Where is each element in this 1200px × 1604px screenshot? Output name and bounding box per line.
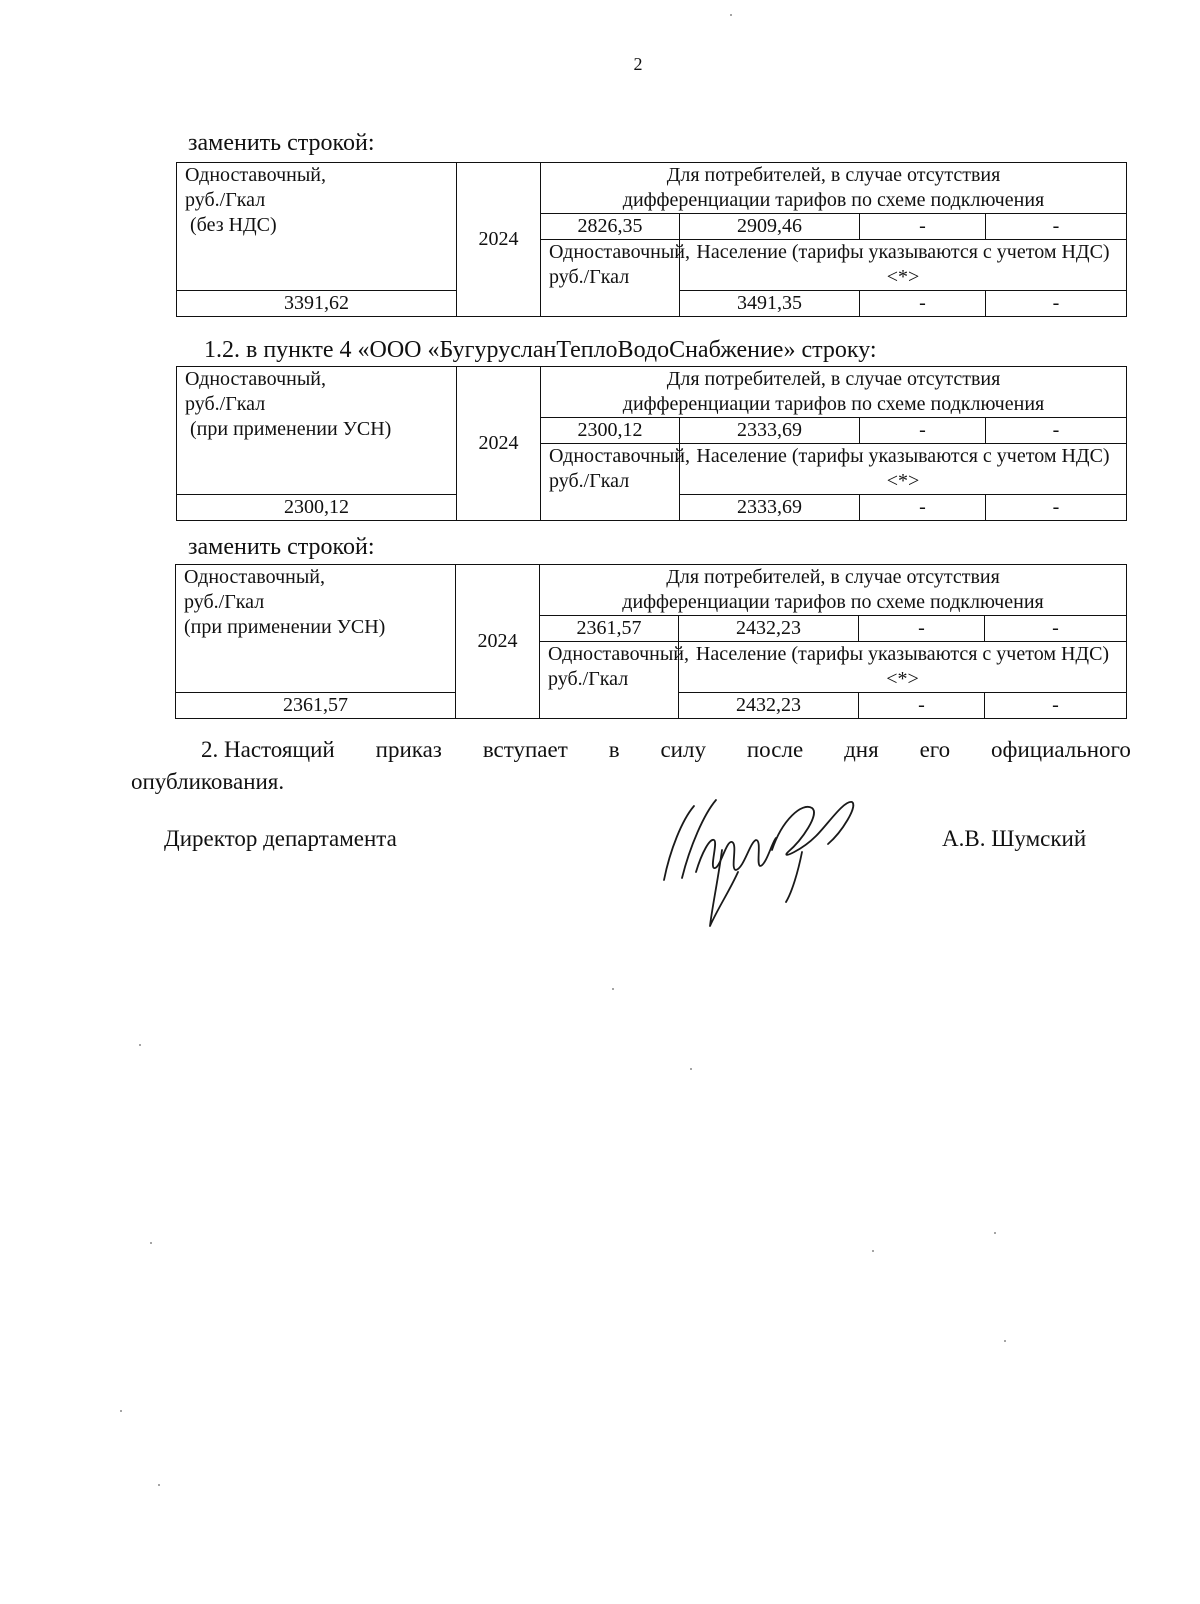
tariff-label: Одноставочный, руб./Гкал — [540, 642, 679, 719]
value-cell: 2432,23 — [679, 693, 859, 719]
value-cell: - — [986, 214, 1127, 240]
consumer-header: Для потребителей, в случае отсутствия дифференциации тарифов по схеме подключения — [540, 565, 1127, 616]
value-cell: - — [859, 616, 985, 642]
scan-speck — [872, 1250, 874, 1252]
year-cell: 2024 — [456, 565, 540, 719]
tariff-label: Одноставочный, руб./Гкал (без НДС) — [177, 163, 457, 291]
caption-replace-1: заменить строкой: — [188, 130, 375, 156]
value-cell: - — [860, 418, 986, 444]
signatory-position: Директор департамента — [164, 826, 397, 851]
scan-speck — [690, 1068, 692, 1070]
value-cell: - — [859, 693, 985, 719]
tariff-table-1 — [176, 162, 1127, 317]
year-cell: 2024 — [457, 163, 541, 317]
value-cell: 2361,57 — [176, 693, 456, 719]
value-cell: 2361,57 — [540, 616, 679, 642]
paragraph-word: официального — [991, 737, 1131, 762]
population-header: Население (тарифы указываются с учетом НДС) <*> — [679, 642, 1127, 693]
paragraph-word: вступает — [482, 737, 568, 762]
scan-speck — [612, 988, 614, 990]
page-number: 2 — [633, 54, 643, 74]
value-cell: - — [986, 291, 1127, 317]
value-cell: - — [860, 291, 986, 317]
scan-speck — [730, 14, 732, 16]
paragraph-word: его — [919, 737, 951, 762]
value-cell: - — [860, 495, 986, 521]
paragraph-word: приказ — [375, 737, 442, 762]
paragraph-word: силу — [660, 737, 706, 762]
paragraph-word: дня — [844, 737, 879, 762]
paragraph-word: 2. Настоящий — [201, 737, 335, 762]
value-cell: - — [986, 495, 1127, 521]
scan-speck — [158, 1484, 160, 1486]
paragraph-continuation: опубликования. — [131, 769, 285, 794]
paragraph-word: в — [608, 737, 620, 762]
tariff-table-3 — [175, 564, 1127, 719]
value-cell: 2300,12 — [177, 495, 457, 521]
value-cell: 2300,12 — [541, 418, 680, 444]
value-cell: 2826,35 — [541, 214, 680, 240]
value-cell: 2333,69 — [680, 495, 860, 521]
consumer-header: Для потребителей, в случае отсутствия дифференциации тарифов по схеме подключения — [541, 163, 1127, 214]
caption-replace-2: заменить строкой: — [188, 534, 375, 560]
handwritten-signature — [652, 780, 892, 940]
value-cell: - — [985, 693, 1127, 719]
population-header: Население (тарифы указываются с учетом НДС) <*> — [680, 444, 1127, 495]
signatory-name: А.В. Шумский — [942, 826, 1087, 851]
value-cell: 2432,23 — [679, 616, 859, 642]
tariff-label: Одноставочный, руб./Гкал (при применении УСН) — [176, 565, 456, 693]
paragraph-word: после — [746, 737, 804, 762]
population-header: Население (тарифы указываются с учетом НДС) <*> — [680, 240, 1127, 291]
value-cell: 2333,69 — [680, 418, 860, 444]
scan-speck — [120, 1410, 122, 1412]
scan-speck — [1004, 1340, 1006, 1342]
value-cell: 2909,46 — [680, 214, 860, 240]
value-cell: 3391,62 — [177, 291, 457, 317]
value-cell: 3491,35 — [680, 291, 860, 317]
tariff-label: Одноставочный, руб./Гкал — [541, 444, 680, 521]
scan-speck — [994, 1232, 996, 1234]
caption-item-1-2: 1.2. в пункте 4 «ООО «БугурусланТеплоВодоСнабжение» строку: — [204, 337, 877, 363]
value-cell: - — [986, 418, 1127, 444]
tariff-label: Одноставочный, руб./Гкал (при применении УСН) — [177, 367, 457, 495]
consumer-header: Для потребителей, в случае отсутствия дифференциации тарифов по схеме подключения — [541, 367, 1127, 418]
scan-speck — [150, 1242, 152, 1244]
paragraph-effective-date — [131, 734, 1131, 798]
value-cell: - — [860, 214, 986, 240]
tariff-table-2 — [176, 366, 1127, 521]
year-cell: 2024 — [457, 367, 541, 521]
tariff-label: Одноставочный, руб./Гкал — [541, 240, 680, 317]
value-cell: - — [985, 616, 1127, 642]
scan-speck — [139, 1044, 141, 1046]
